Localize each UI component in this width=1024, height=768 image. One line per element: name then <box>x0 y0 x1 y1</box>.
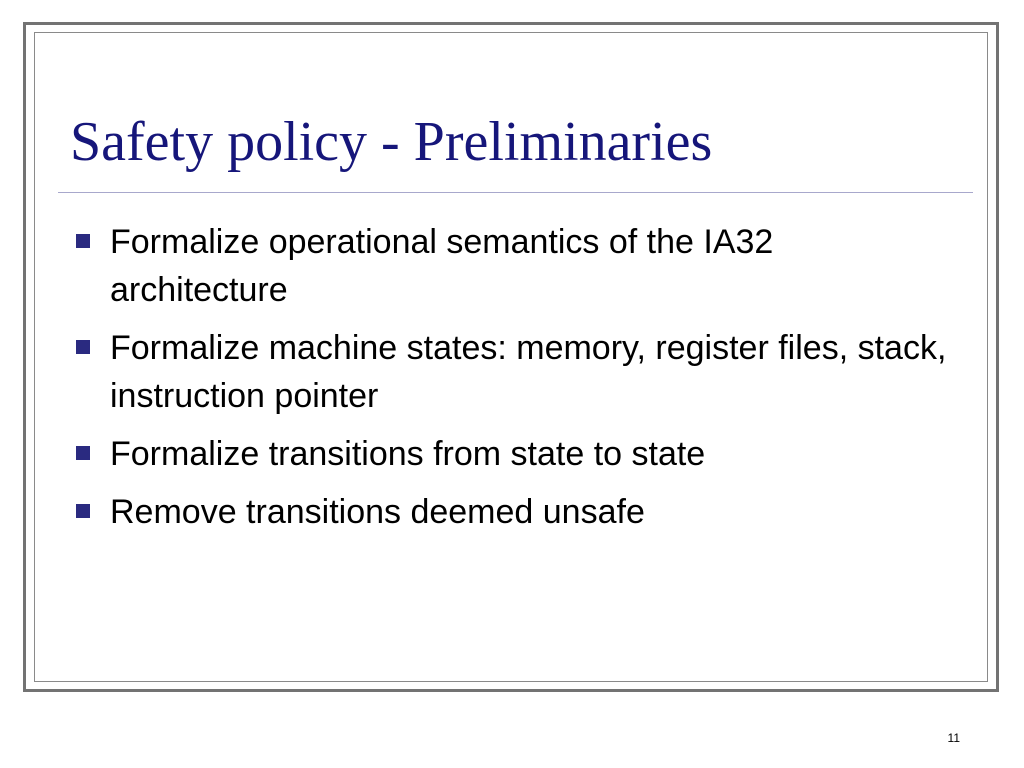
square-bullet-icon <box>76 340 90 354</box>
bullet-text: Formalize machine states: memory, register files, stack, instruction pointer <box>110 329 947 415</box>
square-bullet-icon <box>76 446 90 460</box>
page-number: 11 <box>947 731 960 745</box>
bullet-item <box>70 324 950 420</box>
bullet-text: Remove transitions deemed unsafe <box>110 493 645 531</box>
bullet-item <box>70 488 950 536</box>
square-bullet-icon <box>76 234 90 248</box>
bullet-item <box>70 430 950 478</box>
bullet-text: Formalize transitions from state to state <box>110 435 706 473</box>
bullet-item <box>70 218 950 314</box>
title-divider <box>58 192 973 193</box>
bullet-text: Formalize operational semantics of the IA32 architecture <box>110 223 774 309</box>
square-bullet-icon <box>76 504 90 518</box>
slide-title: Safety policy - Preliminaries <box>70 111 713 173</box>
bullet-list <box>70 218 950 546</box>
